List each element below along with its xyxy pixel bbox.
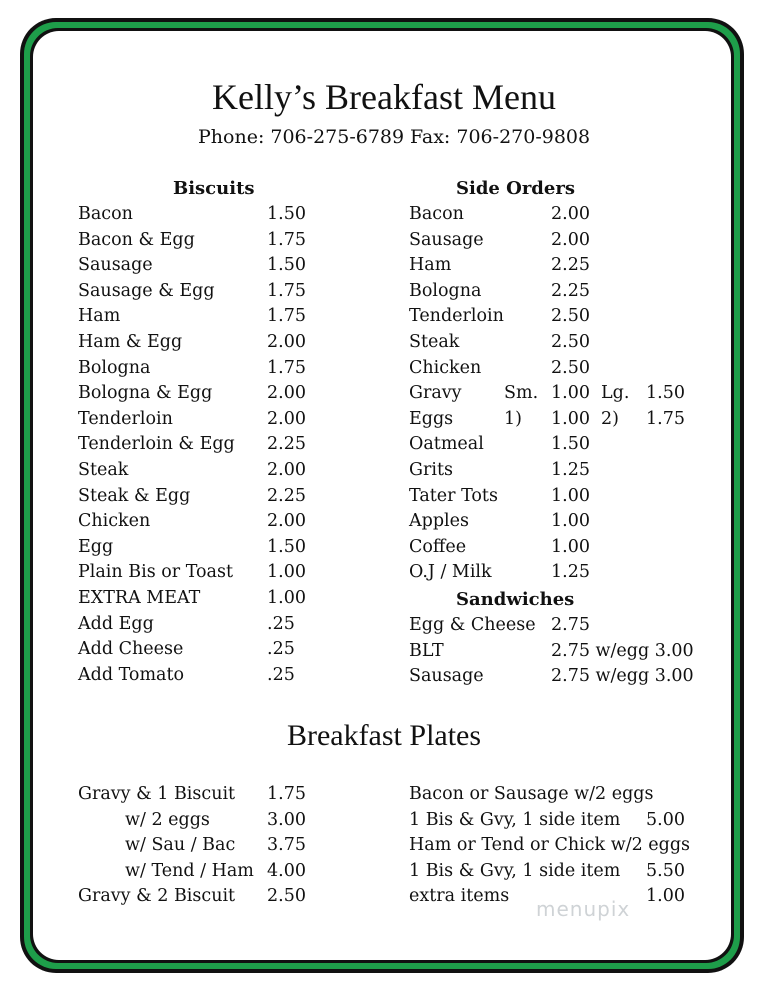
menu-item-name: Tenderloin & Egg bbox=[78, 434, 235, 455]
menu-item-price: 1.50 bbox=[267, 536, 306, 557]
menu-item-price: 2.75 w/egg 3.00 bbox=[551, 666, 694, 687]
menu-item-price: 1.50 bbox=[551, 434, 590, 455]
menu-item-price: .25 bbox=[267, 613, 295, 634]
menu-item-name: Sausage bbox=[409, 229, 484, 250]
menu-item-price: 2.00 bbox=[267, 511, 306, 532]
size-option-label: Lg. bbox=[601, 383, 630, 404]
menu-item-price: 1.50 bbox=[267, 204, 306, 224]
plate-item-name: w/ Tend / Ham bbox=[125, 860, 254, 881]
menu-item-price: 2.00 bbox=[551, 204, 590, 224]
menu-item-name: EXTRA MEAT bbox=[78, 588, 201, 608]
size-option-label: Sm. bbox=[504, 383, 539, 404]
menu-item-name: Egg bbox=[78, 536, 114, 557]
menu-item-name: Apples bbox=[409, 511, 469, 532]
plate-item-name: 1 Bis & Gvy, 1 side item bbox=[409, 860, 621, 881]
sandwiches-heading: Sandwiches bbox=[456, 589, 575, 610]
menu-item-name: Tenderloin bbox=[409, 306, 504, 327]
menu-item-price: .25 bbox=[267, 639, 295, 660]
fax-number: Fax: 706-270-9808 bbox=[410, 126, 591, 148]
menu-item-name: Tenderloin bbox=[78, 408, 173, 429]
menu-item-name: Add Tomato bbox=[78, 664, 185, 685]
plate-item-price: 5.50 bbox=[646, 860, 685, 881]
menu-item-name: BLT bbox=[409, 640, 444, 661]
menu-item-price: 2.00 bbox=[267, 383, 306, 404]
menu-item-price: 1.75 bbox=[267, 306, 306, 327]
menu-item-name: Bologna bbox=[78, 357, 151, 378]
menu-item-name: Bologna & Egg bbox=[78, 383, 213, 404]
plate-item-name: extra items bbox=[409, 886, 510, 907]
menu-title: Kelly’s Breakfast Menu bbox=[212, 77, 556, 117]
menu-item-name: Tater Tots bbox=[409, 485, 498, 506]
menu-item-price: 2.00 bbox=[267, 332, 306, 352]
menu-item-price: 1.00 bbox=[551, 408, 590, 429]
menu-item-price: 1.50 bbox=[267, 255, 306, 276]
menu-item-price: .25 bbox=[267, 664, 295, 685]
menu-item-name: Bacon bbox=[78, 204, 133, 224]
menu-item-name: Oatmeal bbox=[409, 434, 484, 455]
plate-item-price: 3.00 bbox=[267, 809, 306, 830]
menu-item-name: Egg & Cheese bbox=[409, 615, 536, 635]
menu-item-name: Sausage bbox=[78, 255, 153, 276]
menu-item-price: 2.75 w/egg 3.00 bbox=[551, 640, 694, 661]
menu-item-price: 2.25 bbox=[267, 485, 306, 506]
side-orders-heading: Side Orders bbox=[456, 178, 575, 199]
plate-item-name: 1 Bis & Gvy, 1 side item bbox=[409, 809, 621, 830]
menu-item-name: Sausage bbox=[409, 666, 484, 687]
menu-item-name: Steak bbox=[409, 332, 460, 352]
menu-item-price: 1.00 bbox=[551, 383, 590, 404]
menu-item-name: Eggs bbox=[409, 408, 454, 429]
menu-item-price: 2.50 bbox=[551, 306, 590, 327]
menu-item-price: 1.75 bbox=[267, 229, 306, 250]
menu-item-name: Bologna bbox=[409, 280, 482, 301]
menu-item-price: 2.00 bbox=[551, 229, 590, 250]
menu-item-name: Bacon bbox=[409, 204, 464, 224]
menu-item-price: 2.75 bbox=[551, 615, 590, 635]
menu-item-name: O.J / Milk bbox=[409, 562, 492, 583]
menu-item-price: 2.25 bbox=[267, 434, 306, 455]
plate-item-price: 3.75 bbox=[267, 835, 306, 856]
menu-item-name: Coffee bbox=[409, 536, 467, 557]
menu-item-price: 1.00 bbox=[267, 562, 306, 583]
menu-item-price: 2.00 bbox=[267, 460, 306, 480]
menu-item-price: 1.25 bbox=[551, 460, 590, 480]
plate-item-price: 1.75 bbox=[267, 784, 306, 804]
menu-item-price: 1.00 bbox=[267, 588, 306, 608]
menu-item-name: Add Cheese bbox=[78, 639, 184, 660]
plate-item-price: 4.00 bbox=[267, 860, 306, 881]
menu-item-price: 1.75 bbox=[646, 408, 685, 429]
menu-item-price: 1.75 bbox=[267, 280, 306, 301]
phone-number: Phone: 706-275-6789 bbox=[198, 126, 405, 148]
menu-item-price: 2.50 bbox=[551, 357, 590, 378]
menu-item-name: Ham & Egg bbox=[78, 332, 183, 352]
plate-item-price: 1.00 bbox=[646, 886, 685, 907]
menu-item-name: Steak bbox=[78, 460, 129, 480]
menu-item-name: Ham bbox=[78, 306, 121, 327]
menu-item-price: 1.00 bbox=[551, 485, 590, 506]
menu-item-name: Chicken bbox=[78, 511, 151, 532]
menu-item-price: 2.50 bbox=[551, 332, 590, 352]
menu-item-price: 1.00 bbox=[551, 511, 590, 532]
menu-item-price: 2.25 bbox=[551, 280, 590, 301]
plate-item-name: w/ Sau / Bac bbox=[125, 835, 236, 856]
size-option-label: 2) bbox=[601, 408, 619, 429]
menu-item-price: 1.25 bbox=[551, 562, 590, 583]
menu-item-name: Gravy bbox=[409, 383, 462, 404]
menu-item-price: 1.50 bbox=[646, 383, 685, 404]
menu-item-price: 1.00 bbox=[551, 536, 590, 557]
watermark-logo: menupix bbox=[536, 897, 631, 921]
plate-item-name: Bacon or Sausage w/2 eggs bbox=[409, 784, 654, 804]
plate-item-price: 2.50 bbox=[267, 886, 306, 907]
biscuits-heading: Biscuits bbox=[173, 178, 255, 199]
menu-item-name: Grits bbox=[409, 460, 453, 480]
size-option-label: 1) bbox=[504, 408, 522, 429]
menu-item-name: Bacon & Egg bbox=[78, 229, 195, 250]
menu-item-name: Steak & Egg bbox=[78, 485, 191, 506]
plate-item-price: 5.00 bbox=[646, 809, 685, 830]
menu-item-price: 1.75 bbox=[267, 357, 306, 378]
breakfast-plates-heading: Breakfast Plates bbox=[286, 719, 482, 752]
menu-item-price: 2.25 bbox=[551, 255, 590, 276]
menu-item-name: Add Egg bbox=[78, 613, 154, 634]
plate-item-name: Gravy & 2 Biscuit bbox=[78, 886, 236, 907]
plate-item-name: w/ 2 eggs bbox=[125, 809, 210, 830]
menu-item-price: 2.00 bbox=[267, 408, 306, 429]
menu-item-name: Chicken bbox=[409, 357, 482, 378]
plate-item-name: Gravy & 1 Biscuit bbox=[78, 784, 236, 804]
menu-item-name: Ham bbox=[409, 255, 452, 276]
plate-item-name: Ham or Tend or Chick w/2 eggs bbox=[409, 835, 691, 856]
menu-item-name: Sausage & Egg bbox=[78, 280, 215, 301]
menu-item-name: Plain Bis or Toast bbox=[78, 562, 233, 583]
